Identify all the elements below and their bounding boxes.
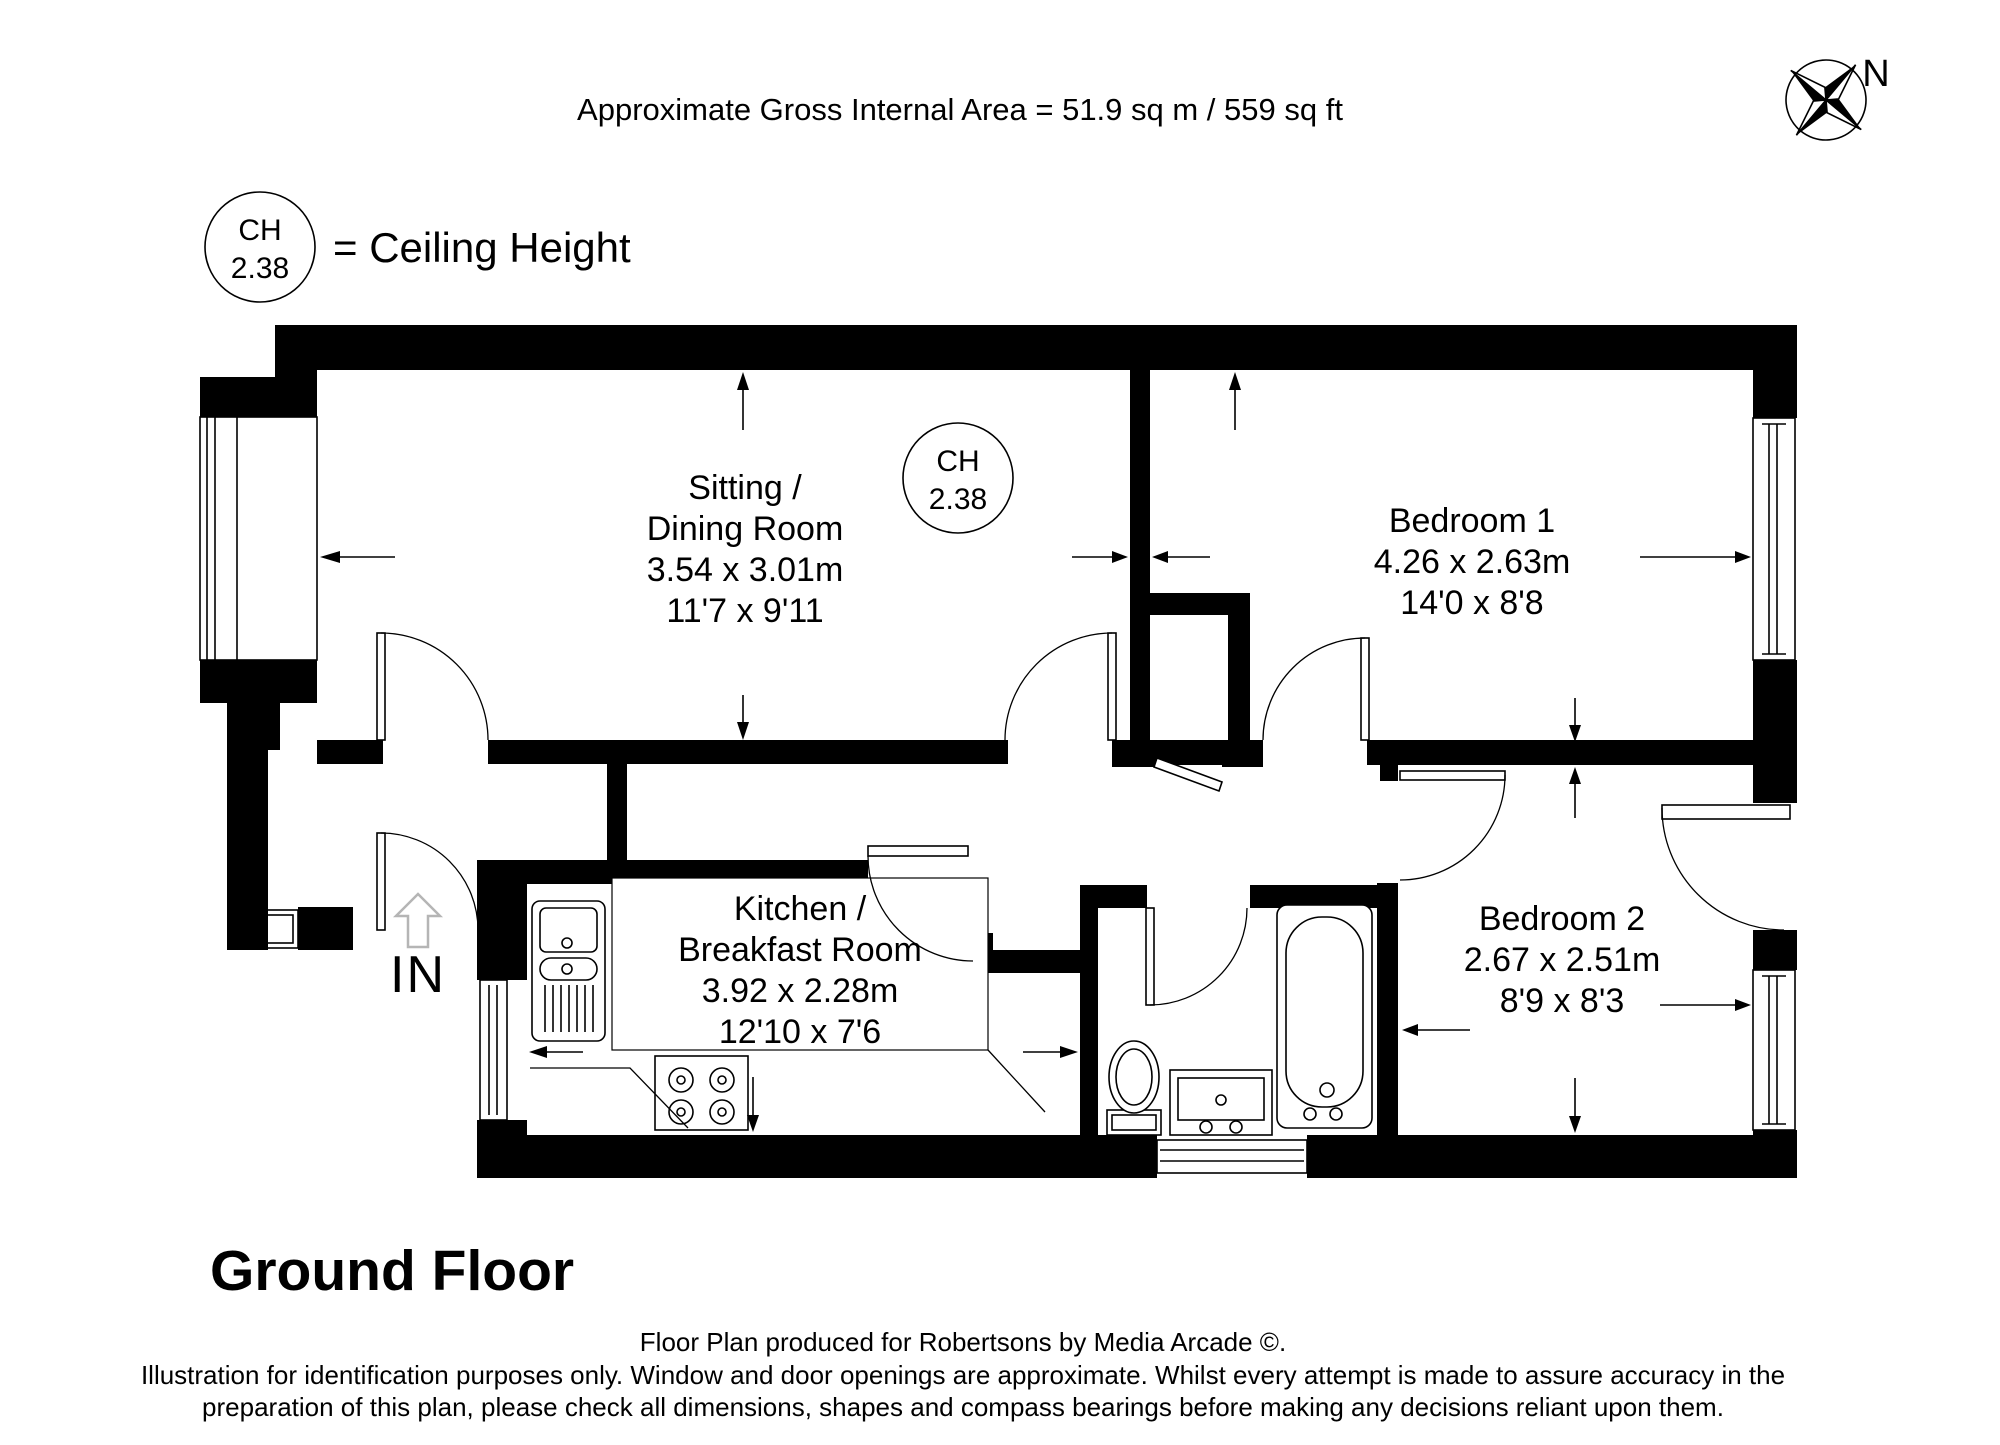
legend-badge-value: 2.38 <box>230 252 290 285</box>
toilet <box>1107 1041 1161 1135</box>
kitchen-line-3: 3.92 x 2.28m <box>701 972 899 1010</box>
bedroom1-line-1: Bedroom 1 <box>1388 502 1556 540</box>
sitting-line-1: Sitting / <box>688 469 802 507</box>
bedroom1-door <box>1263 638 1369 740</box>
entrance-sidelight-window <box>262 910 298 948</box>
gross-internal-area-text: Approximate Gross Internal Area = 51.9 sq m / 559 sq ft <box>577 92 1343 127</box>
room-label-bedroom2 <box>1464 900 1661 1020</box>
bedroom2-door <box>1400 771 1505 880</box>
kitchen-line-2: Breakfast Room <box>678 931 922 969</box>
ceiling-badge-top: CH <box>936 445 980 478</box>
ceiling-badge-value: 2.38 <box>928 483 988 516</box>
ceiling-height-badge <box>903 423 1013 533</box>
footer-disclaimer-2: preparation of this plan, please check all dimensions, shapes and compass bearings before making any decisions reliant upon them. <box>202 1392 1724 1422</box>
bathroom-vanity-sink <box>1170 1070 1272 1135</box>
bathroom-window <box>1157 1140 1307 1173</box>
kitchen-window <box>480 980 507 1120</box>
bathroom-door <box>1146 908 1247 1005</box>
bedroom1-line-2: 4.26 x 2.63m <box>1373 543 1571 581</box>
kitchen-line-4: 12'10 x 7'6 <box>718 1013 882 1051</box>
sitting-line-2: Dining Room <box>646 510 844 548</box>
bay-window <box>200 417 317 660</box>
entrance-direction-arrow-icon <box>396 894 440 947</box>
bedroom2-line-1: Bedroom 2 <box>1478 900 1646 938</box>
footer-disclaimer-1: Illustration for identification purposes only. Window and door openings are approximate. Whilst every attempt is made to assure accuracy in the <box>140 1360 1786 1390</box>
room-label-bedroom1 <box>1374 502 1571 622</box>
sitting-room-door <box>1005 633 1116 740</box>
bedroom2-window <box>1753 970 1795 1130</box>
bedroom1-window <box>1753 418 1795 660</box>
ceiling-height-legend <box>205 192 631 302</box>
bedroom2-line-2: 2.67 x 2.51m <box>1463 941 1661 979</box>
sitting-line-3: 3.54 x 3.01m <box>646 551 844 589</box>
footer-credit: Floor Plan produced for Robertsons by Media Arcade ©. <box>639 1327 1287 1357</box>
kitchen-leader-line <box>988 1050 1045 1112</box>
legend-label: = Ceiling Height <box>333 224 631 271</box>
kitchen-hob <box>655 1056 748 1130</box>
compass-north-label: N <box>1862 53 1890 95</box>
bedroom2-line-3: 8'9 x 8'3 <box>1499 982 1625 1020</box>
walls <box>200 325 1797 1178</box>
bedroom1-line-3: 14'0 x 8'8 <box>1400 584 1544 622</box>
legend-circle-icon <box>205 192 315 302</box>
legend-badge-top: CH <box>238 214 282 247</box>
kitchen-sink-unit <box>532 901 605 1041</box>
bathtub <box>1277 905 1372 1128</box>
kitchen-line-1: Kitchen / <box>733 890 867 928</box>
entrance-in-label: IN <box>390 946 446 1004</box>
sitting-line-4: 11'7 x 9'11 <box>666 592 824 630</box>
compass-rose-icon <box>1761 35 1891 165</box>
bedroom2-east-door <box>1662 805 1790 930</box>
inner-hall-door <box>377 633 488 740</box>
floor-title: Ground Floor <box>210 1239 575 1303</box>
room-label-sitting-dining <box>647 469 844 630</box>
